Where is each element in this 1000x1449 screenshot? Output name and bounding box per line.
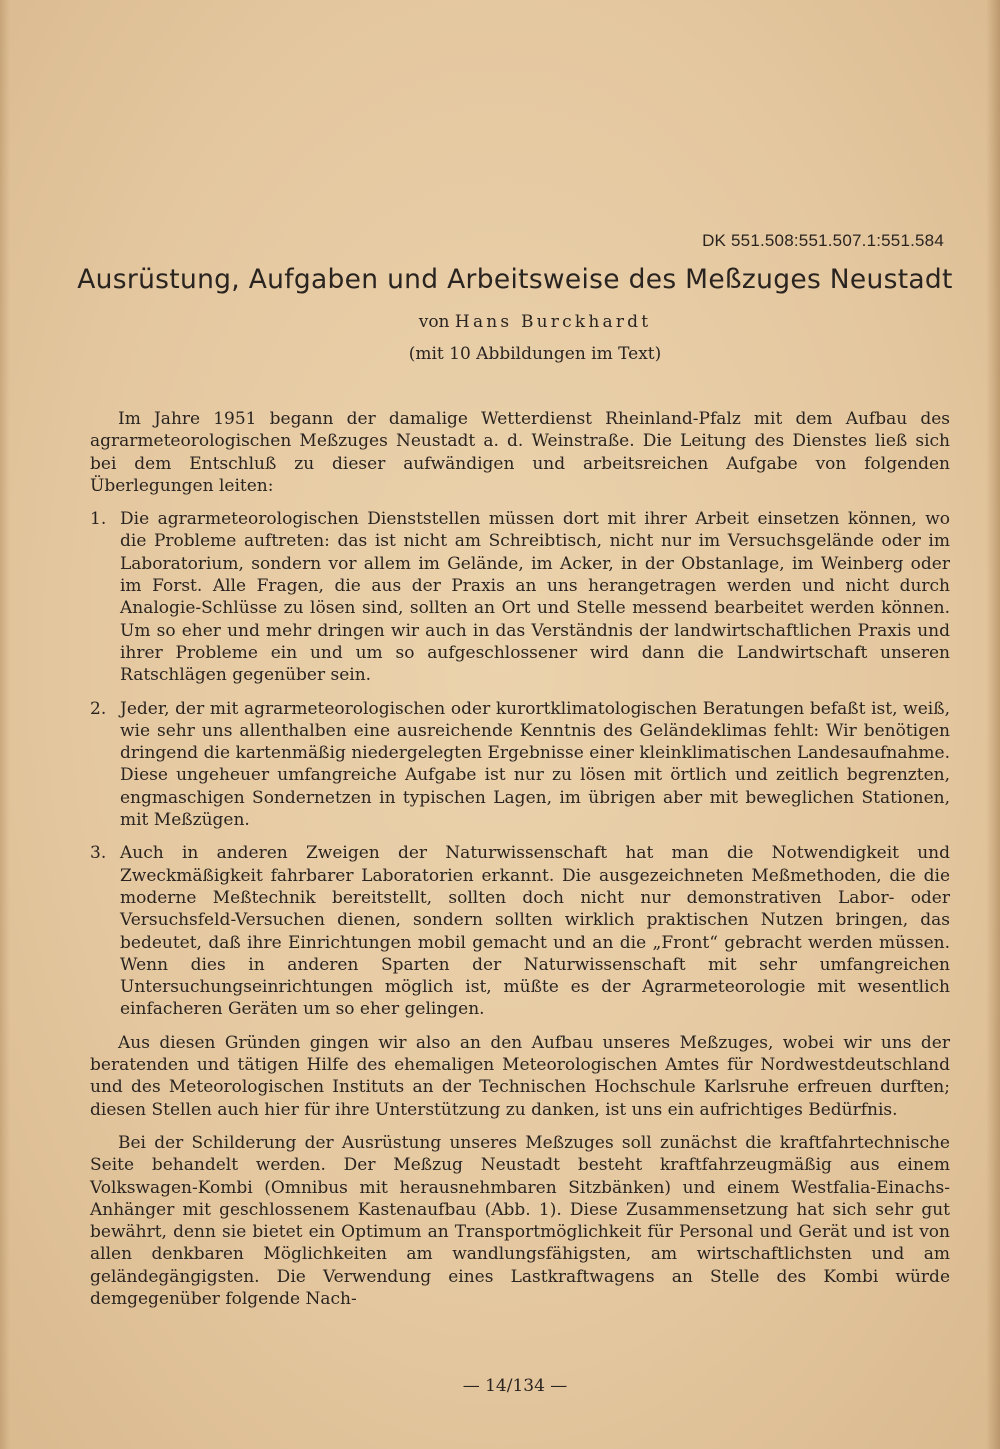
list-item (90, 698, 950, 832)
reasons-list (90, 508, 950, 1021)
list-item-number: 3. (90, 843, 107, 864)
author-name: Hans Burckhardt (454, 312, 652, 332)
paragraph-acknowledgement: Aus diesen Gründen gingen wir also an den Aufbau unseres Meßzuges, wobei wir uns der beratenden und tätigen Hilfe des ehemaligen Meteorologischen Amtes für Nordwestdeutschland und des Meteorologischen Instituts an der Technischen Hochschule Karlsruhe erfreuen durften; diesen Stellen auch hier für ihre Unterstützung zu danken, ist uns ein aufrichtiges Bedürfnis. (90, 1032, 950, 1120)
list-item-number: 2. (90, 698, 107, 719)
article-title: Ausrüstung, Aufgaben und Arbeitsweise des Meßzuges Neustadt (77, 264, 953, 295)
author-prefix: von (418, 312, 450, 332)
list-item-number: 1. (90, 509, 107, 530)
article-body (90, 408, 950, 1310)
article-subtitle: (mit 10 Abbildungen im Text) (408, 344, 662, 364)
list-item-text: Die agrarmeteorologischen Dienststellen müssen dort mit ihrer Arbeit einsetzen können, wo die Probleme auftreten: das ist nicht am Schreibtisch, nicht nur im Versuchsgelände oder im Laboratorium, sondern vor allem im Gelände, im Acker, in der Obstanlage, im Weinberg oder im Forst. Alle Fragen, die aus der Praxis an uns herangetragen werden und nicht durch Analogie-Schlüsse zu lösen sind, sollten an Ort und Stelle messend bearbeitet werden können. Um so eher und mehr dringen wir auch in das Verständnis der landwirtschaftlichen Praxis und ihrer Probleme ein und um so aufgeschlossener wird dann die Landwirtschaft unseren Ratschlägen gegenüber sein. (120, 509, 950, 686)
list-item-text: Auch in anderen Zweigen der Naturwissenschaft hat man die Notwendigkeit und Zweckmäßigkeit fahrbarer Laboratorien erkannt. Die ausgezeichneten Meßmethoden, die die moderne Meßtechnik bereitstellt, sollten doch nicht nur demonstrativen Labor- oder Versuchsfeld-Versuchen dienen, sondern sollten wirklich praktischen Nutzen bringen, das bedeutet, daß ihre Einrichtungen mobil gemacht und an die „Front“ gebracht werden müssen. Wenn dies in anderen Sparten der Naturwissenschaft mit sehr umfangreichen Untersuchungseinrichtungen möglich ist, müßte es der Agrarmeteorologie mit wesentlich einfacheren Geräten um so eher gelingen. (120, 843, 950, 1020)
author-line (0, 312, 1000, 332)
list-item-text: Jeder, der mit agrarmeteorologischen oder kurortklimatologischen Beratungen befaßt ist, weiß, wie sehr uns allenthalben eine ausreichende Kenntnis des Geländeklimas fehlt: Wir benötigen dringend die kartenmäßig niedergelegten Ergebnisse einer kleinklimatischen Landesaufnahme. Diese ungeheuer umfangreiche Aufgabe ist nur zu lösen mit örtlich und zeitlich begrenzten, engmaschigen Sondernetzen in typischen Lagen, im übrigen aber mit beweglichen Stationen, mit Meßzügen. (120, 698, 950, 831)
dk-classification-code: DK 551.508:551.507.1:551.584 (702, 231, 944, 250)
list-item (90, 842, 950, 1020)
list-item (90, 508, 950, 686)
page-edge-left (0, 0, 10, 1449)
intro-paragraph: Im Jahre 1951 begann der damalige Wetterdienst Rheinland-Pfalz mit dem Aufbau des agrarmeteorologischen Meßzuges Neustadt a. d. Weinstraße. Die Leitung des Dienstes ließ sich bei dem Entschluß zu dieser aufwändigen und arbeitsreichen Aufgabe von folgenden Überlegungen leiten: (90, 409, 950, 496)
page-number: — 14/134 — (462, 1376, 568, 1396)
page-edge-right (986, 0, 1000, 1449)
paragraph-equipment: Bei der Schilderung der Ausrüstung unseres Meßzuges soll zunächst die kraftfahrtechnische Seite behandelt werden. Der Meßzug Neustadt besteht kraftfahrzeugmäßig aus einem Volkswagen-Kombi (Omnibus mit herausnehmbaren Sitzbänken) und einem Westfalia-Einachs-Anhänger mit geschlossenem Kastenaufbau (Abb. 1). Diese Zusammensetzung hat sich sehr gut bewährt, denn sie bietet ein Optimum an Transportmöglichkeit für Personal und Gerät und ist von allen denkbaren Möglichkeiten am wandlungsfähigsten, am wirtschaftlichsten und am geländegängigsten. Die Verwendung eines Lastkraftwagens an Stelle des Kombi würde demgegenüber folgende Nach- (90, 1132, 950, 1309)
